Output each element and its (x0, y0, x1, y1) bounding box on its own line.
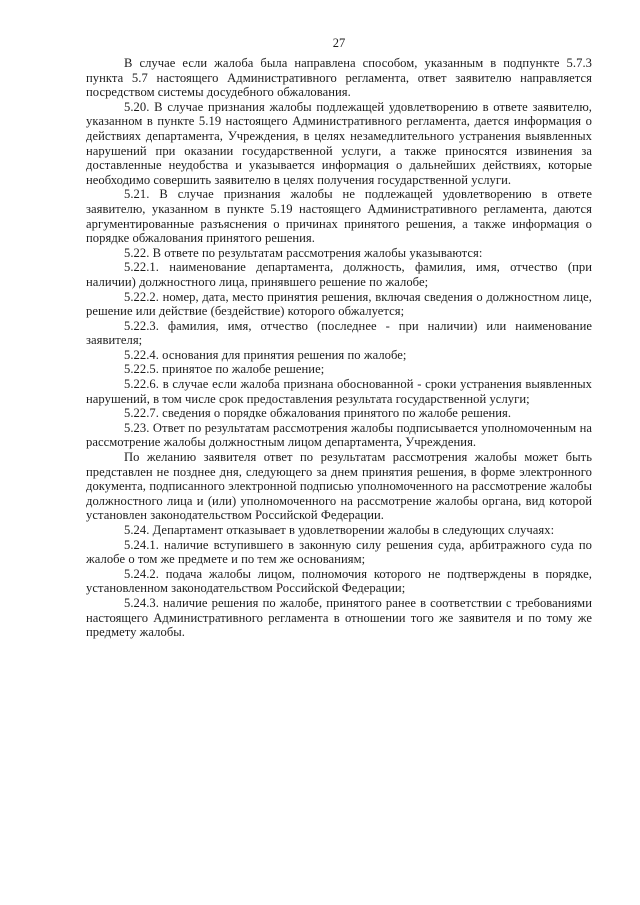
paragraph-5-22: 5.22. В ответе по результатам рассмотрения жалобы указываются: (124, 245, 483, 260)
paragraph-5-22-5: 5.22.5. принятое по жалобе решение; (124, 362, 325, 377)
paragraph-5-21: 5.21. В случае признания жалобы не подлежащей удовлетворению в ответе заявителю, указанном в пункте 5.19 настоящего Административного регламента, даются аргументированные разъяснения о причинах принятого решения, а также информация о порядке обжалования принятого решения. (86, 187, 592, 246)
paragraph-5-24: 5.24. Департамент отказывает в удовлетворении жалобы в следующих случаях: (124, 523, 555, 537)
paragraph-5-22-3: 5.22.3. фамилия, имя, отчество (последнее - при наличии) или наименование заявителя; (86, 318, 592, 348)
paragraph-5-24-3: 5.24.3. наличие решения по жалобе, принятого ранее в соответствии с требованиями настоящего Административного регламента в отношении того же заявителя и по тому же предмету жалобы. (86, 595, 592, 640)
paragraph-5-20: 5.20. В случае признания жалобы подлежащей удовлетворению в ответе заявителю, указанном в пункте 5.19 настоящего Административного регламента, дается информация о действиях департамента, Учреждения, в целях незамедлительного устранения выявленных нарушений при оказании государственной услуги, а также приносятся извинения за доставленные неудобства и указывается информация о дальнейших действиях, которые необходимо совершить заявителю в целях получения государственной услуги. (86, 99, 592, 187)
page-number: 27 (332, 36, 346, 50)
paragraph-5-22-4: 5.22.4. основания для принятия решения по жалобе; (124, 347, 407, 362)
paragraph-5-22-7: 5.22.7. сведения о порядке обжалования принятого по жалобе решения. (124, 406, 512, 421)
paragraph-5-23: 5.23. Ответ по результатам рассмотрения жалобы подписывается уполномоченным на рассмотрение жалобы должностным лицом департамента, Учреждения. (86, 420, 592, 450)
paragraph-electronic-reply: В случае если жалоба была направлена способом, указанным в подпункте 5.7.3 пункта 5.7 настоящего Административного регламента, ответ заявителю направляется посредством системы досудебного обжалования. (86, 56, 592, 100)
paragraph-5-22-6: 5.22.6. в случае если жалоба признана обоснованной - сроки устранения выявленных нарушений, в том числе срок предоставления результата государственной услуги; (86, 377, 592, 406)
paragraph-5-22-2: 5.22.2. номер, дата, место принятия решения, включая сведения о должностном лице, решение или действие (бездействие) которого обжалуется; (86, 289, 592, 319)
paragraph-5-22-1: 5.22.1. наименование департамента, должность, фамилия, имя, отчество (при наличии) должностного лица, принявшего решение по жалобе; (86, 260, 592, 289)
document-body (86, 56, 592, 640)
paragraph-5-24-1: 5.24.1. наличие вступившего в законную силу решения суда, арбитражного суда по жалобе о том же предмете и по тем же основаниям; (86, 537, 592, 567)
paragraph-5-24-2: 5.24.2. подача жалобы лицом, полномочия которого не подтверждены в порядке, установленном законодательством Российской Федерации; (86, 566, 592, 596)
paragraph-electronic-document: По желанию заявителя ответ по результатам рассмотрения жалобы может быть представлен не позднее дня, следующего за днем принятия решения, в форме электронного документа, подписанного электронной подписью уполномоченного на рассмотрение жалобы должностного лица и (или) уполномоченного на рассмотрение жалобы органа, вид которой установлен законодательством Российской Федерации. (86, 450, 592, 523)
